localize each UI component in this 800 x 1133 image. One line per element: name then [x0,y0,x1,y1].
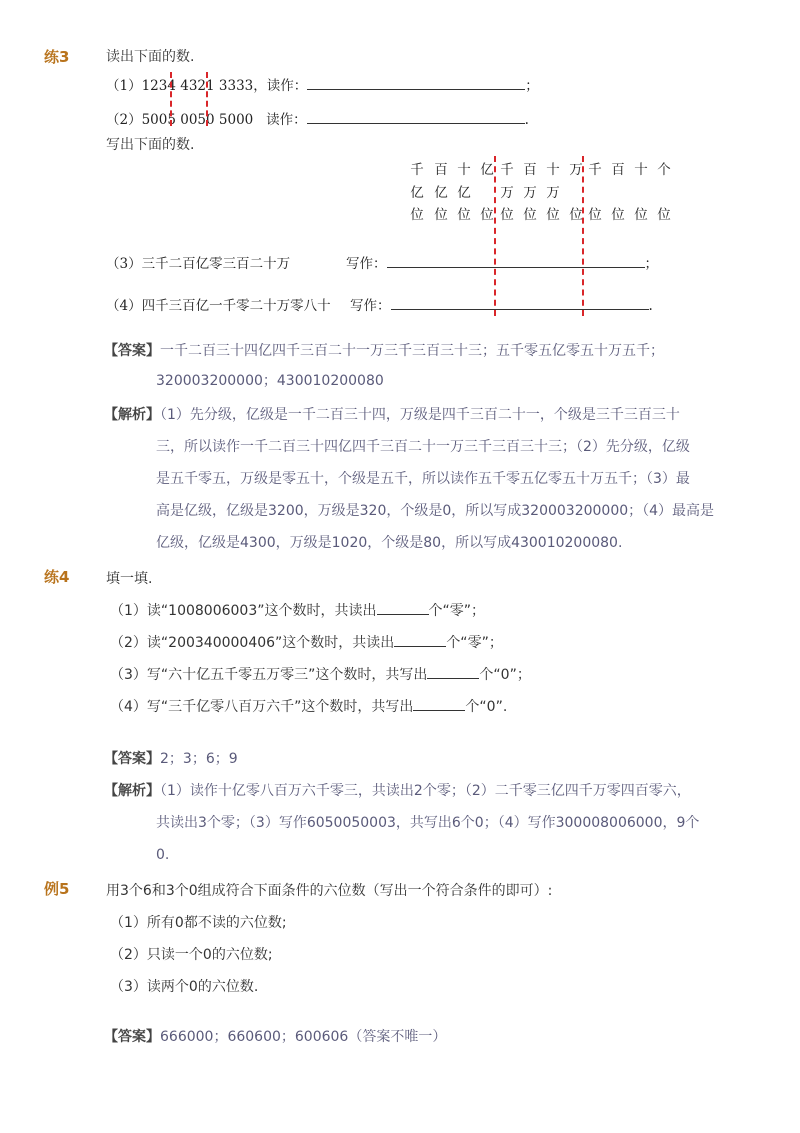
fill-blank[interactable] [377,614,429,615]
fill-item [110,696,507,716]
fill-item-suffix: 个“0”. [465,699,508,715]
exercise-3-answer-cont: 320003200000；430010200080 [156,373,384,389]
exercise-4-title: 填一填. [106,571,153,587]
exercise-3-tag: 练3 [44,48,70,66]
analysis-line: （1）先分级，亿级是一千二百三十四，万级是四千三百二十一，个级是三千三百三十 [160,407,680,423]
q1-group-1: 1234 [141,78,176,94]
fill-blank[interactable] [394,646,446,647]
fill-item-text: （1）读“1008006003”这个数时，共读出 [110,603,377,619]
question-3 [106,252,290,272]
place-cell: 位 [546,207,560,223]
q2-group-3: 5000 [218,112,254,128]
q4-label: 写作： [350,298,391,314]
answer-label: 【答案】 [104,1029,160,1045]
q3-label: 写作： [346,256,387,272]
q4-end: . [648,298,653,314]
place-cell: 位 [434,207,448,223]
question-4 [106,294,331,314]
analysis-label: 【解析】 [104,783,160,799]
exercise-3-analysis [104,400,680,430]
q1-prefix: （1） [106,78,142,94]
q1-group-2: 4321 [180,78,215,94]
analysis-line: （1）读作十亿零八百万六千零三，共读出2个零；（2）二千零三亿四千万零四百零六， [160,783,691,799]
analysis-line: 共读出3个零；（3）写作6050050003，共写出6个0；（4）写作300008006000，9个 [156,815,700,831]
exercise-4-answer [104,744,238,774]
place-cell: 千 [410,162,424,178]
place-cell: 十 [634,162,648,178]
q3-end: ； [644,256,658,272]
place-cell: 万 [546,185,560,201]
q2-prefix: （2） [106,112,142,128]
place-cell: 十 [457,162,471,178]
question-3-write [346,252,658,272]
q3-text: （3）三千二百亿零三百二十万 [106,256,291,272]
group-separator-dash [170,72,172,126]
answer-label: 【答案】 [104,751,160,767]
place-cell: 万 [569,162,583,178]
analysis-line: 三，所以读作一千二百三十四亿四千三百二十一万三千三百三十三；（2）先分级，亿级 [156,439,690,455]
place-cell: 万 [500,185,514,201]
place-cell: 位 [500,207,514,223]
place-cell: 位 [588,207,602,223]
exercise-4-analysis [104,776,691,806]
q1-suffix: ，读作： [253,78,308,94]
place-cell: 个 [657,162,671,178]
group-separator-dash [206,72,208,126]
fill-item-suffix: 个“0”； [479,667,531,683]
place-cell: 位 [657,207,671,223]
fill-item [110,632,503,652]
place-cell: 百 [434,162,448,178]
example-item: （3）读两个0的六位数. [110,979,259,995]
example-item: （1）所有0都不读的六位数; [110,915,287,931]
fill-blank[interactable] [427,678,479,679]
place-cell: 千 [588,162,602,178]
fill-item [110,664,531,684]
q1-end: ； [525,78,539,94]
answer-value: 666000；660600；600606（答案不唯一） [160,1029,447,1045]
fill-item-text: （2）读“200340000406”这个数时，共读出 [110,635,395,651]
example-item: （2）只读一个0的六位数; [110,947,273,963]
fill-item-suffix: 个“零”； [446,635,503,651]
exercise-4-tag: 练4 [44,568,70,586]
place-cell: 十 [546,162,560,178]
fill-blank[interactable] [413,710,465,711]
example-5-title: 用3个6和3个0组成符合下面条件的六位数（写出一个符合条件的即可）: [106,883,553,899]
class-separator-dash [582,156,584,316]
q2-suffix: 读作： [266,112,307,128]
q2-answer-blank[interactable] [307,123,525,124]
write-title: 写出下面的数. [106,137,195,153]
question-4-write [350,294,653,314]
exercise-3-answer [104,336,664,366]
place-cell: 位 [523,207,537,223]
place-cell: 亿 [410,185,424,201]
example-5-answer [104,1022,446,1052]
fill-item [110,600,485,620]
analysis-line: 0. [156,847,170,863]
place-cell: 位 [611,207,625,223]
q4-text: （4）四千三百亿一千零二十万零八十 [106,298,331,314]
answer-label: 【答案】 [104,343,160,359]
exercise-3-title: 读出下面的数. [106,49,195,65]
q2-end: . [524,112,529,128]
fill-item-text: （3）写“六十亿五千零五万零三”这个数时，共写出 [110,667,428,683]
place-cell: 位 [634,207,648,223]
analysis-line: 高是亿级，亿级是3200，万级是320，个级是0，所以写成320003200000；（4）最高是 [156,503,715,519]
fill-item-text: （4）写“三千亿零八百万六千”这个数时，共写出 [110,699,414,715]
place-cell: 位 [410,207,424,223]
analysis-line: 是五千零五，万级是零五十，个级是五千，所以读作五千零五亿零五十万五千；（3）最 [156,471,690,487]
q1-group-3: 3333 [218,78,254,94]
class-separator-dash [494,156,496,316]
q2-group-1: 5005 [141,112,176,128]
place-cell: 亿 [434,185,448,201]
place-cell: 位 [569,207,583,223]
q1-answer-blank[interactable] [307,89,525,90]
q3-answer-blank[interactable] [387,267,645,268]
place-cell: 亿 [457,185,471,201]
example-5-tag: 例5 [44,880,70,898]
place-cell: 亿 [480,162,494,178]
analysis-line: 亿级，亿级是4300，万级是1020，个级是80，所以写成430010200080. [156,535,623,551]
place-cell: 万 [523,185,537,201]
analysis-label: 【解析】 [104,407,160,423]
place-cell: 位 [480,207,494,223]
place-cell: 百 [523,162,537,178]
q4-answer-blank[interactable] [391,309,649,310]
answer-line: 一千二百三十四亿四千三百二十一万三千三百三十三；五千零五亿零五十万五千； [160,343,664,359]
fill-item-suffix: 个“零”； [428,603,486,619]
q2-group-2: 0050 [180,112,215,128]
place-cell: 位 [457,207,471,223]
place-cell: 百 [611,162,625,178]
place-cell: 千 [500,162,514,178]
answer-value: 2；3；6；9 [160,751,238,767]
